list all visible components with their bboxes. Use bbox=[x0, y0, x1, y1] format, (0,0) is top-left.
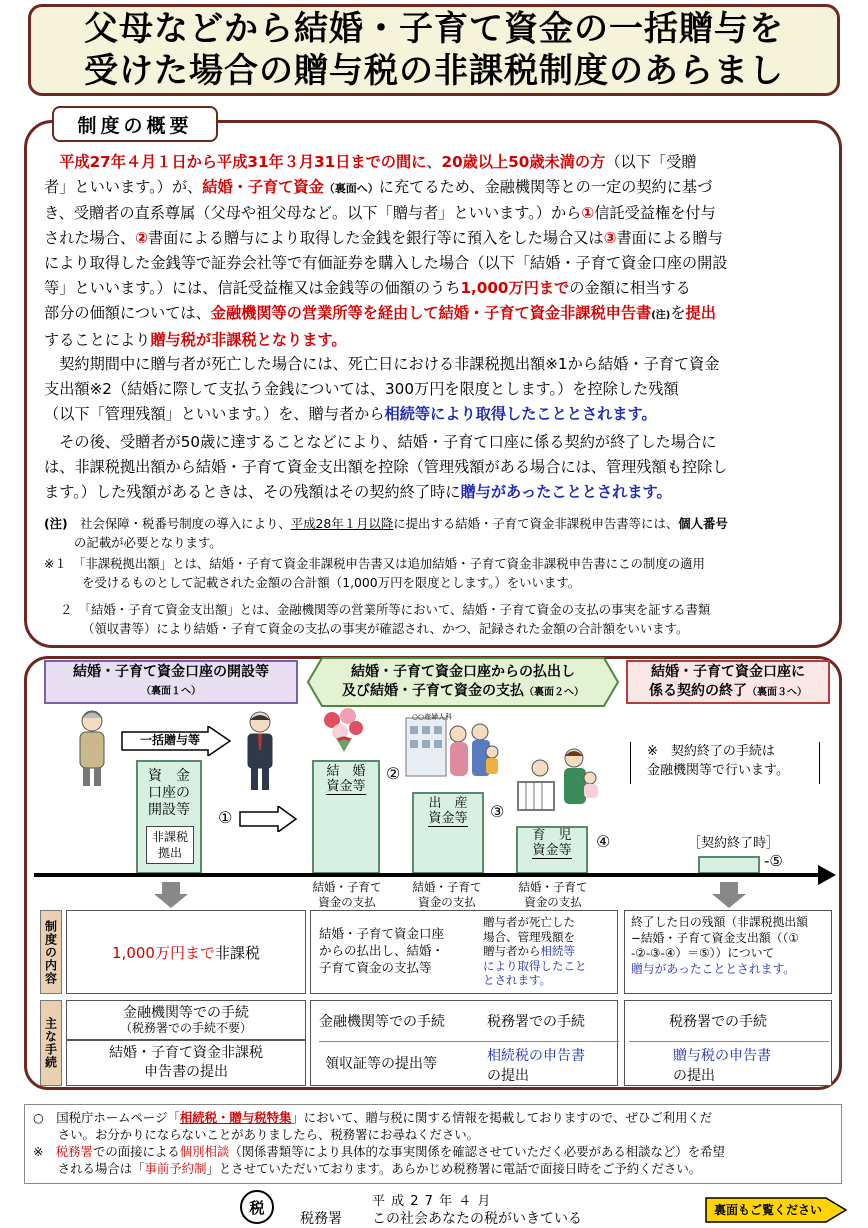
step-4-number: ④ bbox=[596, 832, 611, 851]
payment-label-childcare: 結婚・子育て 資金の支払 bbox=[518, 880, 588, 909]
issue-date: 平 成 2 7 年 ４ 月 bbox=[372, 1194, 492, 1209]
overview-paragraph-1 bbox=[44, 150, 834, 353]
back-page-button-label[interactable]: 裏面もご覧ください bbox=[714, 1203, 823, 1217]
cell-proc-termination: 税務署での手続 贈与税の申告書 の提出 bbox=[624, 1000, 832, 1086]
footer-notice: ○ 国税庁ホームページ「相続税・贈与税特集」において、贈与税に関する情報を掲載しておりますので、ぜひご利用くだ さい。お分かりにならないことがありましたら、税務署にお尋ねください。 ※ 税務署での面接による個別相談（関係書類等により具体的な事実関係を確認させていただく必要がある相談など）を希望 される場合は「事前予約制」とさせていただいております。あらかじめ税務署に電話で面接日時をご予約ください。 bbox=[24, 1104, 842, 1184]
p1-line8: することにより贈与税が非課税となります。 bbox=[44, 331, 347, 349]
tax-office-logo-icon: 税 bbox=[240, 1190, 274, 1224]
birth-funds-label: 出 産 資金等 bbox=[428, 796, 468, 826]
page-title-line1: 父母などから結婚・子育て資金の一括贈与を bbox=[84, 9, 784, 49]
down-arrow-col3 bbox=[712, 882, 746, 908]
tax-exempt-contribution-label: 非課税 拠出 bbox=[146, 826, 194, 864]
p1-line1: 平成27年４月１日から平成31年３月31日までの間に、20歳以上50歳未満の方（以下「受贈 bbox=[44, 153, 697, 171]
step-3-number: ③ bbox=[490, 802, 505, 821]
recipient-illustration bbox=[240, 710, 280, 794]
cell-proc-opening-top: 金融機関等での手続 （税務署での手続不要） bbox=[66, 1000, 306, 1040]
p1-line5: により取得した金銭等で証券会社等で有価証券を購入した場合（以下「結婚・子育て資金口座の開設 bbox=[44, 254, 728, 272]
overview-paragraph-2: 契約期間中に贈与者が死亡した場合には、死亡日における非課税拠出額※1から結婚・子育て資金 支出額※2（結婚に際して支払う金銭については、300万円を限度とします。）を控除した残額 （以下「管理残額」といいます。）を、贈与者から相続等により取得したこととされます。 bbox=[44, 355, 720, 423]
page-title-line2: 受けた場合の贈与税の非課税制度のあらまし bbox=[84, 51, 784, 91]
bouquet-illustration bbox=[318, 706, 368, 752]
childcare-illustration bbox=[516, 746, 606, 824]
overview-tab-label: 制度の概要 bbox=[52, 106, 218, 142]
cell-content-termination: 終了した日の残額（非課税拠出額 −結婚・子育て資金支出額（（① -②-③-④）＝⑤））について 贈与があったこととされます。 bbox=[624, 910, 832, 994]
overview-note: (注) 社会保障・税番号制度の導入により、平成28年１月以降に提出する結婚・子育て資金非課税申告書等には、個人番号 の記載が必要となります。 bbox=[44, 516, 728, 550]
page-title-box bbox=[28, 4, 840, 96]
p1-line3: き、受贈者の直系尊属（父母や祖父母など。以下「贈与者」といいます。）から①信託受益権を付与 bbox=[44, 204, 716, 222]
overview-footnote-2: ２ 「結婚・子育て資金支出額」とは、金融機関等の営業所等において、結婚・子育て資金の支払の事実を証する書類 （領収書等）により結婚・子育て資金の支払の事実が確認され、かつ、記録された金額の合計額をいいます。 bbox=[60, 602, 711, 636]
row-label-main-procedures: 主な手続 bbox=[40, 1000, 62, 1086]
marriage-funds-label: 結 婚 資金等 bbox=[326, 764, 366, 794]
p1-line7: 部分の価額については、金融機関等の営業所等を経由して結婚・子育て資金非課税申告書(注)を提出 bbox=[44, 304, 716, 322]
hospital-sign: ○○産婦人科 bbox=[412, 713, 453, 721]
step-2-number: ② bbox=[386, 764, 401, 783]
p1-line4: された場合、②書面による贈与により取得した金銭を銀行等に預入をした場合又は③書面による贈与 bbox=[44, 229, 723, 247]
gift-arrow-label: 一括贈与等 bbox=[139, 733, 200, 747]
remaining-balance-box bbox=[698, 856, 760, 874]
cell-proc-payment: 金融機関等での手続 税務署での手続 領収証等の提出等 相続税の申告書 の提出 bbox=[310, 1000, 618, 1086]
timeline-arrowhead bbox=[818, 865, 836, 885]
special-feature-link[interactable]: 相続税・贈与税特集 bbox=[179, 1110, 292, 1125]
p1-line6: 等」といいます。）には、信託受益権又は金銭等の価額のうち1,000万円までの金額に相当する bbox=[44, 279, 691, 297]
cell-content-opening: 1,000万円まで非課税 bbox=[66, 910, 306, 994]
termination-procedure-note: ※ 契約終了の手続は 金融機関等で行います。 bbox=[630, 742, 820, 784]
grandmother-illustration bbox=[70, 708, 114, 790]
overview-paragraph-3: その後、受贈者が50歳に達することなどにより、結婚・子育て口座に係る契約が終了した場合に は、非課税拠出額から結婚・子育て資金支出額を控除（管理残額がある場合には、管理残額も控除し ます。）した残額があるときは、その残額はその契約終了時に贈与があったこととされます。 bbox=[44, 433, 728, 501]
payment-label-birth: 結婚・子育て 資金の支払 bbox=[412, 880, 482, 909]
cell-content-payment: 結婚・子育て資金口座 からの払出し、結婚・ 子育て資金の支払等 贈与者が死亡した 場合、管理残額を 贈与者から相続等 により取得したこと とされます。 bbox=[310, 910, 618, 994]
timeline-line bbox=[34, 873, 824, 877]
down-arrow-col1 bbox=[154, 882, 188, 908]
account-opening-label: 資 金 口座の 開設等 bbox=[148, 768, 190, 818]
termination-time-label: ［契約終了時］ bbox=[688, 836, 780, 851]
step-1-arrow bbox=[238, 806, 298, 832]
p1-line2: 者」といいます。）が、結婚・子育て資金（裏面へ）に充てるため、金融機関等との一定の契約に基づ bbox=[44, 178, 713, 196]
row-label-system-content: 制度の内容 bbox=[40, 910, 62, 994]
slogan: この社会あなたの税がいきている bbox=[372, 1211, 582, 1227]
flow-header-opening: 結婚・子育て資金口座の開設等 （裏面１へ） bbox=[44, 660, 298, 704]
step-5-number: -⑤ bbox=[764, 852, 783, 870]
flow-header-termination: 結婚・子育て資金口座に 係る契約の終了（裏面３へ） bbox=[626, 660, 830, 704]
tax-office-name: 税務署 bbox=[300, 1211, 342, 1227]
payment-label-marriage: 結婚・子育て 資金の支払 bbox=[312, 880, 382, 909]
childcare-funds-label: 育 児 資金等 bbox=[532, 828, 572, 858]
step-1-number: ① bbox=[218, 808, 233, 827]
overview-footnote-1: ※１ 「非課税拠出額」とは、結婚・子育て資金非課税申告書又は追加結婚・子育て資金非課税申告書にこの制度の適用 を受けるものとして記載された金額の合計額（1,000万円を限度とします。）をいいます。 bbox=[44, 556, 705, 590]
flow-header-payment: 結婚・子育て資金口座からの払出し 及び結婚・子育て資金の支払（裏面２へ） bbox=[342, 663, 584, 699]
cell-proc-opening-bottom: 結婚・子育て資金非課税 申告書の提出 bbox=[66, 1040, 306, 1086]
